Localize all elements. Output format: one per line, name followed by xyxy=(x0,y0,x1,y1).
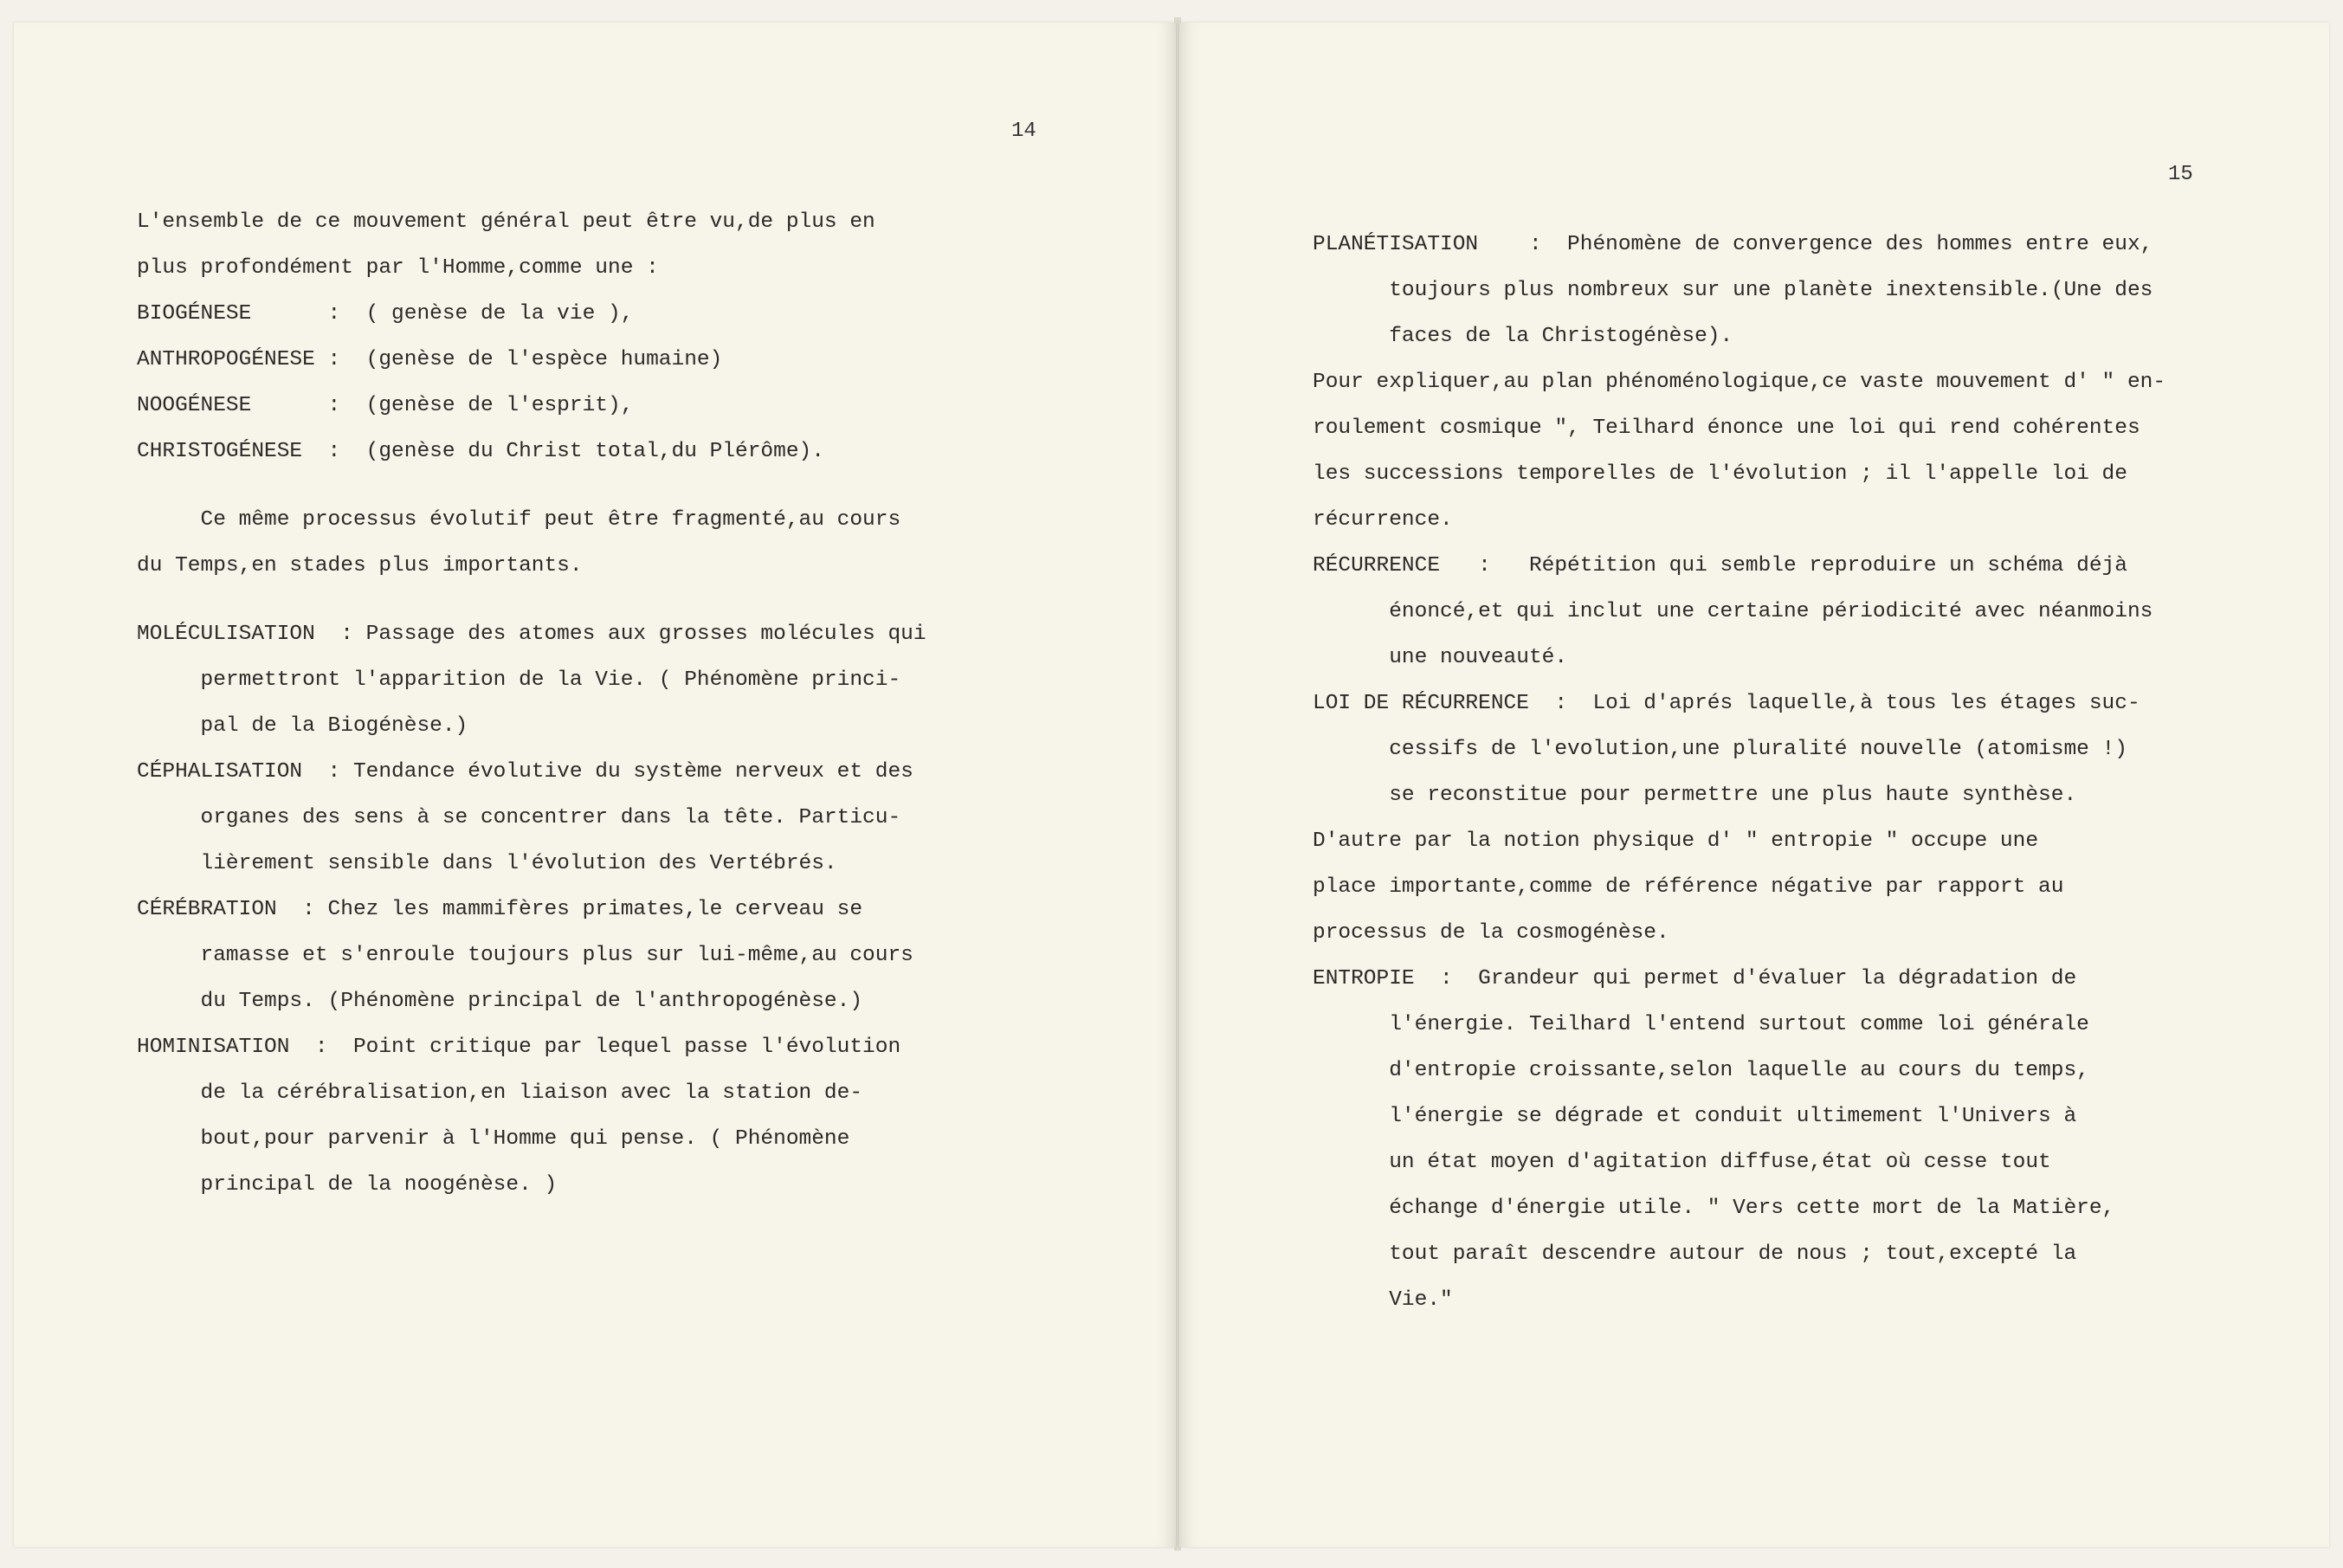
text-line: organes des sens à se concentrer dans la tête. Particu- xyxy=(137,806,901,829)
text-line: cessifs de l'evolution,une pluralité nouvelle (atomisme !) xyxy=(1313,738,2127,761)
text-line: PLANÉTISATION : Phénomène de convergence des hommes entre eux, xyxy=(1313,233,2153,256)
text-line: permettront l'apparition de la Vie. ( Phénomène princi- xyxy=(137,668,901,692)
text-line: CHRISTOGÉNESE : (genèse du Christ total,du Plérôme). xyxy=(137,440,824,463)
text-line: Pour expliquer,au plan phénoménologique,ce vaste mouvement d' " en- xyxy=(1313,371,2166,394)
text-line: du Temps,en stades plus importants. xyxy=(137,554,583,578)
text-line: une nouveauté. xyxy=(1313,646,1568,669)
text-line: lièrement sensible dans l'évolution des Vertébrés. xyxy=(137,852,837,875)
page-number: 14 xyxy=(1011,119,1036,143)
text-line: RÉCURRENCE : Répétition qui semble reproduire un schéma déjà xyxy=(1313,554,2127,578)
page-text xyxy=(1313,222,2166,1323)
text-line: Vie." xyxy=(1313,1288,1453,1312)
text-line: les successions temporelles de l'évolution ; il l'appelle loi de xyxy=(1313,462,2127,486)
text-line: toujours plus nombreux sur une planète inextensible.(Une des xyxy=(1313,279,2153,302)
text-line: ramasse et s'enroule toujours plus sur lui-même,au cours xyxy=(137,944,913,967)
text-line: LOI DE RÉCURRENCE : Loi d'aprés laquelle,à tous les étages suc- xyxy=(1313,692,2140,715)
text-line: un état moyen d'agitation diffuse,état où cesse tout xyxy=(1313,1151,2051,1174)
text-line: récurrence. xyxy=(1313,508,1453,532)
page-number: 15 xyxy=(2168,163,2193,186)
text-line: roulement cosmique ", Teilhard énonce une loi qui rend cohérentes xyxy=(1313,416,2140,440)
text-line: Ce même processus évolutif peut être fragmenté,au cours xyxy=(137,508,901,532)
text-line: d'entropie croissante,selon laquelle au cours du temps, xyxy=(1313,1059,2089,1082)
text-line: principal de la noogénèse. ) xyxy=(137,1173,558,1197)
text-line: l'énergie se dégrade et conduit ultimement l'Univers à xyxy=(1313,1105,2077,1128)
text-line: CÉRÉBRATION : Chez les mammifères primates,le cerveau se xyxy=(137,898,863,921)
right-page xyxy=(1179,23,2329,1547)
left-page xyxy=(14,23,1176,1547)
text-line: énoncé,et qui inclut une certaine périodicité avec néanmoins xyxy=(1313,600,2153,623)
text-line: pal de la Biogénèse.) xyxy=(137,714,468,738)
page-text xyxy=(137,199,926,1208)
text-line: HOMINISATION : Point critique par lequel passe l'évolution xyxy=(137,1036,901,1059)
text-line: tout paraît descendre autour de nous ; tout,excepté la xyxy=(1313,1242,2077,1266)
text-line: place importante,comme de référence négative par rapport au xyxy=(1313,875,2064,899)
text-line: MOLÉCULISATION : Passage des atomes aux grosses molécules qui xyxy=(137,623,926,646)
text-line: se reconstitue pour permettre une plus haute synthèse. xyxy=(1313,784,2077,807)
text-line: NOOGÉNESE : (genèse de l'esprit), xyxy=(137,394,634,417)
text-line: CÉPHALISATION : Tendance évolutive du système nerveux et des xyxy=(137,760,913,784)
text-line: BIOGÉNESE : ( genèse de la vie ), xyxy=(137,302,634,326)
text-line: l'énergie. Teilhard l'entend surtout comme loi générale xyxy=(1313,1013,2089,1036)
text-line: de la cérébralisation,en liaison avec la station de- xyxy=(137,1081,863,1105)
text-line: ENTROPIE : Grandeur qui permet d'évaluer la dégradation de xyxy=(1313,967,2077,990)
text-line: L'ensemble de ce mouvement général peut être vu,de plus en xyxy=(137,210,875,234)
text-line: échange d'énergie utile. " Vers cette mort de la Matière, xyxy=(1313,1197,2115,1220)
text-line: faces de la Christogénèse). xyxy=(1313,325,1733,348)
text-line: du Temps. (Phénomène principal de l'anthropogénèse.) xyxy=(137,990,863,1013)
text-line: D'autre par la notion physique d' " entropie " occupe une xyxy=(1313,829,2039,853)
text-line: ANTHROPOGÉNESE : (genèse de l'espèce humaine) xyxy=(137,348,723,371)
text-line: plus profondément par l'Homme,comme une : xyxy=(137,256,659,280)
text-line: bout,pour parvenir à l'Homme qui pense. ( Phénomène xyxy=(137,1127,850,1151)
text-line: processus de la cosmogénèse. xyxy=(1313,921,1669,945)
